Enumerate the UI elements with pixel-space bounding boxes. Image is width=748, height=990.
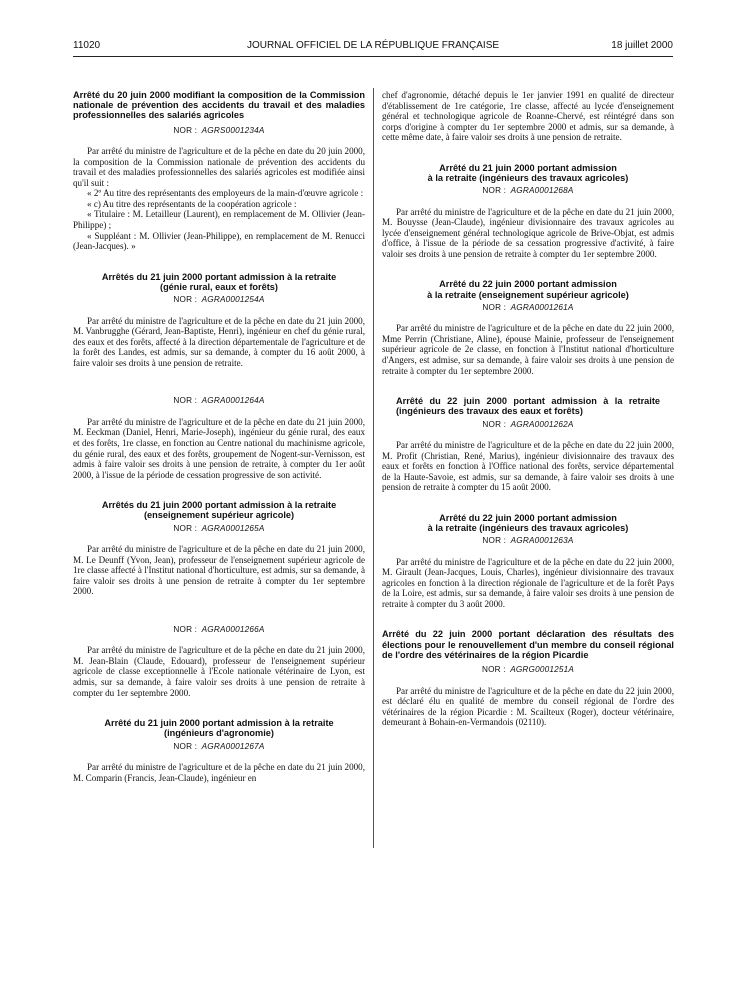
nor-code: AGRA0001261A <box>510 302 574 312</box>
section-enseignement-superieur <box>73 500 365 698</box>
nor-code: AGRA0001262A <box>510 419 574 429</box>
nor-reference <box>382 303 674 314</box>
paragraph: « Titulaire : M. Letailleur (Laurent), en remplacement de M. Ollivier (Jean-Philippe) ; <box>73 209 365 230</box>
nor-label: NOR : <box>482 536 507 546</box>
journal-title: JOURNAL OFFICIEL DE LA RÉPUBLIQUE FRANÇAISE <box>246 40 500 51</box>
paragraph: Par arrêté du ministre de l'agriculture et de la pêche en date du 22 juin 2000, M. Profit (Christian, René, Marius), ingénieur divisionnaire des travaux des eaux et forêts en fonction à l'Office national des forêts, service départemental de la Haute-Savoie, est admis, sur sa demande, à faire valoir ses droits à une pension de retraite à compter du 15 août 2000. <box>382 440 674 493</box>
nor-code: AGRA0001267A <box>201 741 265 751</box>
paragraph: Par arrêté du ministre de l'agriculture et de la pêche en date du 22 juin 2000, M. Girault (Jean-Jacques, Louis, Charles), ingénieur divisionnaire des travaux agricoles en fonction à la direction régionale de l'agriculture et de la forêt Pays de la Loire, est admis, sur sa demande, à faire valoir ses droits à une pension de retraite à compter du 3 août 2000. <box>382 556 674 609</box>
nor-reference <box>73 295 365 306</box>
section-title-line2: (ingénieurs d'agronomie) <box>164 728 274 739</box>
paragraph: Par arrêté du ministre de l'agriculture et de la pêche en date du 21 juin 2000, M. Jean-Blain (Claude, Edouard), professeur de l'enseignement supérieur agricole de classe exceptionnelle à l'Ecole nationale vétérinaire de Lyon, est admis, sur sa demande, à faire valoir ses droits à une pension de retraite à compter du 1er septembre 2000. <box>73 645 365 698</box>
nor-reference <box>382 186 674 197</box>
nor-label: NOR : <box>173 295 198 305</box>
section-title-line2: à la retraite (ingénieurs des travaux agricoles) <box>427 172 629 183</box>
nor-reference <box>382 665 674 676</box>
section-title: Arrêté du 22 juin 2000 portant déclaration des résultats des élections pour le renouvellement d'un membre du conseil régional de l'ordre des vétérinaires de la région Picardie <box>382 629 674 660</box>
nor-code: AGRS0001234A <box>201 125 265 135</box>
section-title <box>382 279 674 299</box>
section-eaux-forets <box>382 396 674 493</box>
section-title-line1: Arrêté du 22 juin 2000 portant admission <box>439 279 617 290</box>
section-travaux-agricoles-girault <box>382 513 674 610</box>
paragraph: Par arrêté du ministre de l'agriculture et de la pêche en date du 22 juin 2000, Mme Perrin (Christiane, Aline), épouse Mainie, professeur de l'enseignement supérieur agricole de 2e classe, en fonction à l'Institut national d'horticulture d'Angers, est admise, sur sa demande, à faire valoir ses droits à une pension de retraite à compter du 1er septembre 2000. <box>382 323 674 376</box>
paragraph: Par arrêté du ministre de l'agriculture et de la pêche en date du 21 juin 2000, M. Bouysse (Jean-Claude), ingénieur divisionnaire des travaux agricoles au lycée d'enseignement général technologique agricole de Brive-Objat, est admis d'office, à l'issue de la période de sa cessation progressive d'activité, à faire valoir ses droits à une pension de retraite à compter du 1er septembre 2000. <box>382 206 674 259</box>
paragraph: « 2º Au titre des représentants des employeurs de la main-d'œuvre agricole : <box>87 188 364 199</box>
column-divider <box>373 88 374 848</box>
nor-code: AGRA0001266A <box>201 624 265 634</box>
paragraph: Par arrêté du ministre de l'agriculture et de la pêche en date du 21 juin 2000, M. Vanbrugghe (Gérard, Jean-Baptiste, Henri), ingénieur en chef du génie rural, des eaux et des forêts, affecté à la direction départementale de l'agriculture et de la forêt des Landes, est admis, sur sa demande, à compter du 16 août 2000, à faire valoir ses droits à une pension de retraite. <box>73 315 365 368</box>
paragraph: Par arrêté du ministre de l'agriculture et de la pêche en date du 20 juin 2000, la composition de la Commission nationale de prévention des accidents du travail et des maladies professionnelles des salariés agricoles est modifiée ainsi qu'il suit : <box>73 146 365 188</box>
nor-label: NOR : <box>173 396 198 406</box>
nor-reference <box>382 420 674 431</box>
section-title <box>382 513 674 533</box>
section-ordre-veterinaires <box>382 629 674 727</box>
section-title: Arrêté du 22 juin 2000 portant admission à la retraite (ingénieurs des travaux des eaux et forêts) <box>396 396 660 417</box>
page-header <box>73 40 673 54</box>
nor-label: NOR : <box>173 523 198 533</box>
nor-label: NOR : <box>482 186 507 196</box>
nor-code: AGRA0001268A <box>510 186 574 196</box>
section-title: Arrêté du 20 juin 2000 modifiant la composition de la Commission nationale de prévention des accidents du travail et des maladies professionnelles des salariés agricoles <box>73 90 365 121</box>
nor-code: AGRA0001263A <box>510 536 574 546</box>
paragraph-continued: chef d'agronomie, détaché depuis le 1er janvier 1991 en qualité de directeur d'établissement de 1re catégorie, 1re classe, affecté au lycée d'enseignement général et technologique agricole de Roanne-Chervé, est réintégré dans son corps d'origine à compter du 1er septembre 2000 et admis, sur sa demande, à cette même date, à faire valoir ses droits à une pension de retraite. <box>382 90 674 143</box>
section-title-line1: Arrêtés du 21 juin 2000 portant admission à la retraite <box>101 271 337 282</box>
nor-label: NOR : <box>173 624 198 634</box>
paragraph: Par arrêté du ministre de l'agriculture et de la pêche en date du 21 juin 2000, M. Comparin (Francis, Jean-Claude), ingénieur en <box>73 762 365 783</box>
nor-code: AGRA0001254A <box>201 295 265 305</box>
section-enseignement-superieur-perrin <box>382 279 674 376</box>
section-title-line1: Arrêté du 21 juin 2000 portant admission à la retraite <box>104 718 334 729</box>
section-title-line2: à la retraite (ingénieurs des travaux agricoles) <box>427 523 629 533</box>
section-title-line1: Arrêté du 21 juin 2000 portant admission <box>439 162 617 173</box>
nor-code: AGRA0001265A <box>201 523 265 533</box>
nor-label: NOR : <box>173 125 198 135</box>
section-title-line2: à la retraite (enseignement supérieur agricole) <box>427 289 629 300</box>
left-column <box>73 90 365 783</box>
nor-code: AGRG0001251A <box>510 665 575 675</box>
paragraph: Par arrêté du ministre de l'agriculture et de la pêche en date du 21 juin 2000, M. Le Deunff (Yvon, Jean), professeur de l'enseignement supérieur agricole de 1re classe affecté à l'Institut national d'horticulture, est admis, sur sa demande, à faire valoir ses droits à une pension de retraite à compter du 1er septembre 2000. <box>73 544 365 597</box>
nor-label: NOR : <box>173 741 198 751</box>
section-title-line2: (enseignement supérieur agricole) <box>143 510 295 521</box>
section-genie-rural <box>73 272 365 481</box>
nor-label: NOR : <box>482 419 507 429</box>
section-title-line1: Arrêtés du 21 juin 2000 portant admission à la retraite <box>101 500 337 511</box>
section-commission-nationale <box>73 90 365 252</box>
paragraph: « Suppléant : M. Ollivier (Jean-Philippe), en remplacement de M. Renucci (Jean-Jacques). » <box>73 230 365 252</box>
nor-label: NOR : <box>481 665 506 675</box>
header-rule <box>73 56 673 57</box>
section-title <box>73 718 365 738</box>
section-title-line1: Arrêté du 22 juin 2000 portant admission <box>439 512 617 523</box>
section-title-line2: (génie rural, eaux et forêts) <box>160 281 278 292</box>
nor-reference <box>382 536 674 547</box>
nor-reference <box>73 126 365 137</box>
section-travaux-agricoles-bouysse <box>382 163 674 260</box>
paragraph: Par arrêté du ministre de l'agriculture et de la pêche en date du 21 juin 2000, M. Eeckman (Daniel, Henri, Marie-Joseph), ingénieur du génie rural, des eaux et des forêts, 1re classe, en fonction au Centre national du machinisme agricole, du génie rural, des eaux et des forêts, groupement de Nogent-sur-Vernisson, est admis à faire valoir ses droits à une pension de retraite, à compter du 1er août 2000, à l'issue de la période de cessation progressive de son activité. <box>73 416 365 480</box>
section-title <box>73 272 365 292</box>
paragraph: « c) Au titre des représentants de la coopération agricole : <box>87 198 297 209</box>
section-title <box>382 163 674 183</box>
paragraph: Par arrêté du ministre de l'agriculture et de la pêche en date du 22 juin 2000, est déclaré élu en qualité de membre du conseil régional de l'ordre des vétérinaires de la région Picardie : M. Scailteux (Roger), docteur vétérinaire, demeurant à Bohain-en-Vermandois (02110). <box>382 685 674 728</box>
section-title <box>73 500 365 520</box>
issue-date: 18 juillet 2000 <box>611 40 673 51</box>
right-column <box>382 90 674 728</box>
nor-code: AGRA0001264A <box>201 396 265 406</box>
nor-reference <box>73 742 365 753</box>
nor-reference <box>73 524 365 535</box>
nor-label: NOR : <box>482 302 507 312</box>
section-ingenieurs-agronomie <box>73 718 365 783</box>
nor-reference <box>73 625 365 636</box>
page-number: 11020 <box>73 40 101 51</box>
nor-reference <box>73 396 365 407</box>
